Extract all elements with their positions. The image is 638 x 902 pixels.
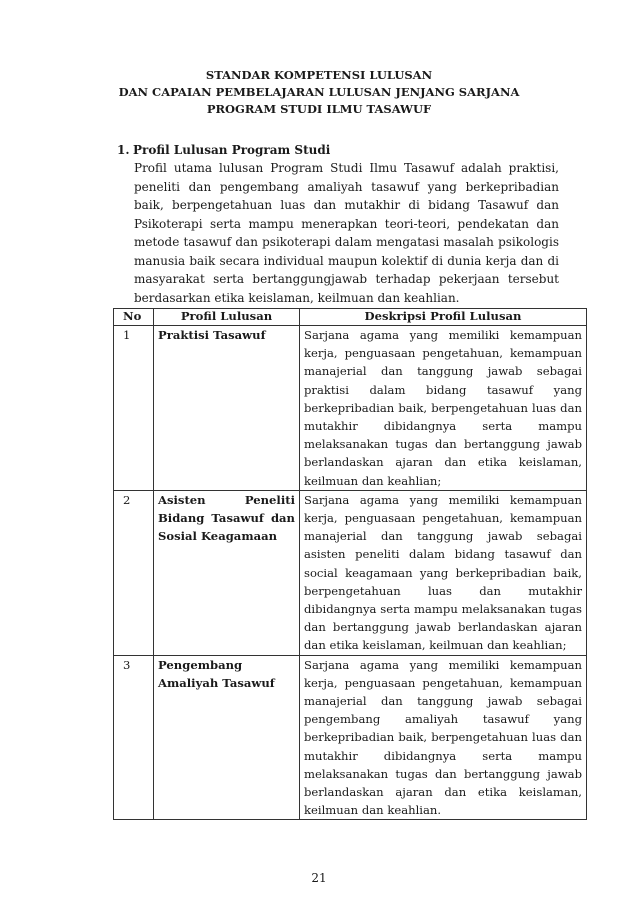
header-description: Deskripsi Profil Lulusan bbox=[300, 309, 587, 326]
section-title: Profil Lulusan Program Studi bbox=[133, 143, 331, 157]
table-row bbox=[114, 326, 587, 491]
section-number: 1. bbox=[117, 143, 130, 157]
row-description: Sarjana agama yang memiliki kemampuan kerja, penguasaan pengetahuan, kemampuan manajerial dan tanggung jawab sebagai pengembang amaliyah tasawuf yang berkepribadian baik, berpengetahuan luas dan mutakhir dibidangnya serta mampu melaksanakan tugas dan bertanggung jawab berlandaskan ajaran dan etika keislaman, keilmuan dan keahlian. bbox=[300, 655, 587, 820]
title-line-2: DAN CAPAIAN PEMBELAJARAN LULUSAN JENJANG SARJANA bbox=[118, 85, 520, 99]
section-paragraph: Profil utama lulusan Program Studi Ilmu Tasawuf adalah praktisi, peneliti dan pengembang amaliyah tasawuf yang berkepribadian baik, berpengetahuan luas dan mutakhir di bidang Tasawuf dan Psikoterapi serta mampu menerapkan teori-teori, pendekatan dan metode tasawuf dan psikoterapi dalam mengatasi masalah psikologis manusia baik secara individual maupun kolektif di dunia kerja dan di masyarakat serta bertanggungjawab terhadap pekerjaan tersebut berdasarkan etika keislaman, keilmuan dan keahlian. bbox=[134, 161, 559, 305]
header-profile: Profil Lulusan bbox=[154, 309, 300, 326]
page-number: 21 bbox=[311, 871, 327, 885]
profile-table bbox=[113, 308, 587, 820]
table-row bbox=[114, 490, 587, 655]
table-header-row bbox=[114, 309, 587, 326]
row-description: Sarjana agama yang memiliki kemampuan kerja, penguasaan pengetahuan, kemampuan manajerial dan tanggung jawab sebagai asisten peneliti dalam bidang tasawuf dan social keagamaan yang berkepribadian baik, berpengetahuan luas dan mutakhir dibidangnya serta mampu melaksanakan tugas dan bertanggung jawab berlandaskan ajaran dan etika keislaman, keilmuan dan keahlian; bbox=[300, 490, 587, 655]
row-number: 3 bbox=[114, 655, 154, 820]
header-no: No bbox=[114, 309, 154, 326]
row-number: 1 bbox=[114, 326, 154, 491]
row-number: 2 bbox=[114, 490, 154, 655]
row-profile: Asisten Peneliti Bidang Tasawuf dan Sosial Keagamaan bbox=[154, 490, 300, 655]
title-line-3: PROGRAM STUDI ILMU TASAWUF bbox=[206, 102, 432, 116]
row-profile: Praktisi Tasawuf bbox=[154, 326, 300, 491]
profile-section bbox=[119, 141, 559, 307]
row-description: Sarjana agama yang memiliki kemampuan kerja, penguasaan pengetahuan, kemampuan manajerial dan tanggung jawab sebagai praktisi dalam bidang tasawuf yang berkepribadian baik, berpengetahuan luas dan mutakhir dibidangnya serta mampu melaksanakan tugas dan bertanggung jawab berlandaskan ajaran dan etika keislaman, keilmuan dan keahlian; bbox=[300, 326, 587, 491]
title-line-1: STANDAR KOMPETENSI LULUSAN bbox=[205, 68, 433, 82]
table-row bbox=[114, 655, 587, 820]
row-profile: Pengembang Amaliyah Tasawuf bbox=[154, 655, 300, 820]
section-heading bbox=[119, 141, 559, 159]
document-title bbox=[0, 67, 638, 118]
